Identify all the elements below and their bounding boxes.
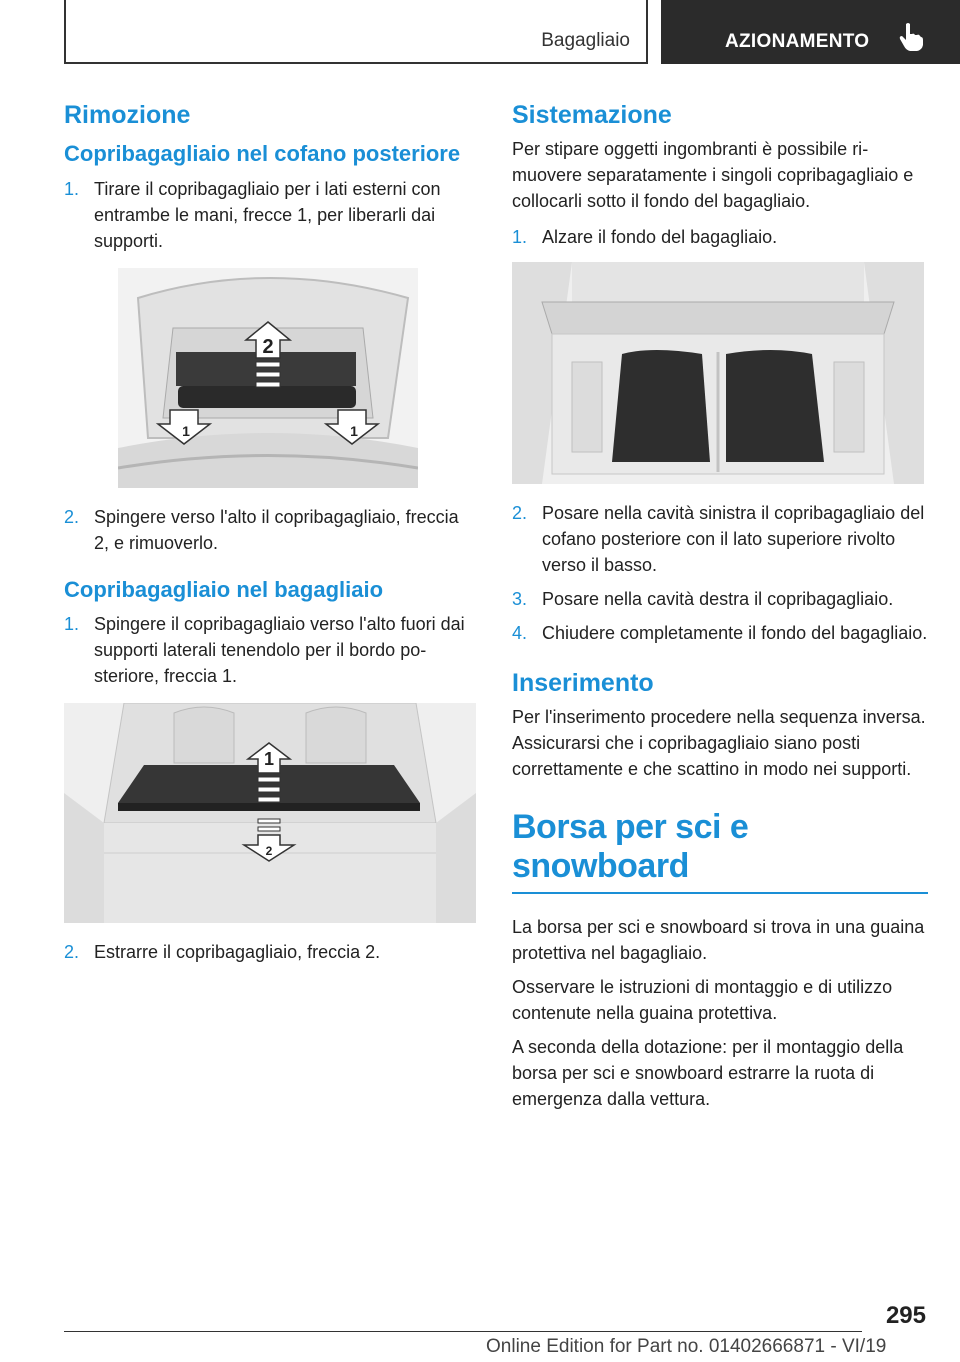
paragraph-intro: Per stipare oggetti ingombranti è possibile rimuovere separatamente i singoli copribagagliaio e collocarli sotto il fondo del bagagliaio.: [512, 139, 914, 211]
figure-tailgate-cover: [118, 268, 418, 488]
figure-label: 1: [182, 422, 190, 439]
page-number: 295: [885, 1302, 926, 1329]
figure-label: 1: [350, 422, 358, 439]
list-item: [512, 586, 928, 612]
step-number: 2.: [512, 503, 528, 523]
paragraph-borsa-1: La borsa per sci e snowboard si trova in una guaina protettiva nel bagagliaio.: [512, 917, 925, 963]
header-chapter-title: AZIONAMENTO: [725, 31, 870, 52]
list-item: [512, 620, 928, 646]
list-item: [64, 611, 476, 689]
heading-cofano: Copribagagliaio nel cofano posteriore: [64, 141, 461, 166]
list-item: [512, 500, 928, 578]
hand-pointer-icon: [897, 22, 925, 52]
step-number: 2.: [64, 506, 80, 527]
steps-cofano: [64, 176, 476, 254]
paragraph-borsa-2: Osservare le istruzioni di montaggio e di utilizzo contenute nella guaina protettiva.: [512, 977, 893, 1023]
footer-edition: Online Edition for Part no. 01402666871 - VI/19: [486, 1336, 887, 1357]
right-column: [512, 100, 928, 1120]
heading-bagagliaio: Copribagagliaio nel bagagliaio: [64, 576, 384, 602]
list-item: [64, 939, 476, 965]
steps-bagagliaio-continued: [64, 939, 476, 965]
figure-trunk-cover: [64, 703, 476, 923]
steps-bagagliaio: [64, 611, 476, 689]
list-item: [512, 224, 928, 250]
list-item: [64, 504, 476, 556]
figure-underfloor-storage: [512, 262, 924, 484]
step-text: Posare nella cavità sinistra il copribagagliaio del cofano posteriore con il lato superiore rivolto verso il basso.: [542, 503, 925, 575]
paragraph-inserimento: Per l'inserimento procedere nella sequenza inversa. Assicurarsi che i copribagagliaio siano posti correttamente e che scattino in modo nei supporti.: [512, 707, 926, 779]
steps-cofano-continued: [64, 504, 476, 556]
figure-label: 1: [263, 749, 275, 769]
left-column: [64, 100, 476, 977]
step-number: 2.: [64, 942, 80, 962]
list-item: [64, 176, 476, 254]
figure-label: 2: [262, 335, 274, 358]
step-text: Estrarre il copribagagliaio, freccia 2.: [94, 942, 381, 962]
step-number: 1.: [64, 178, 80, 199]
step-text: Chiudere completamente il fondo del bagagliaio.: [542, 623, 928, 643]
step-number: 3.: [512, 589, 528, 609]
steps-sistemazione-continued: [512, 500, 928, 646]
figure-label: 2: [265, 844, 273, 858]
heading-rimozione: Rimozione: [64, 101, 191, 129]
header-chapter-tab: [661, 0, 960, 64]
header-section-box: [64, 0, 648, 64]
heading-inserimento: Inserimento: [512, 669, 654, 697]
step-text: Posare nella cavità destra il copribagagliaio.: [542, 589, 894, 609]
footer-divider: [64, 1331, 862, 1332]
step-text: Alzare il fondo del bagagliaio.: [542, 227, 778, 247]
heading-borsa-sci: Borsa per sci e snowboard: [512, 808, 928, 894]
step-text: Spingere il copribagagliaio verso l'alto fuori dai supporti laterali tenendolo per il bordo posteriore, freccia 1.: [94, 614, 465, 686]
step-text: Spingere verso l'alto il copribagagliaio, freccia 2, e rimuoverlo.: [94, 506, 459, 553]
step-text: Tirare il copribagagliaio per i lati esterni con entrambe le mani, frecce 1, per liberarli dai supporti.: [94, 178, 441, 251]
step-number: 1.: [512, 227, 528, 247]
paragraph-borsa-3: A seconda della dotazione: per il montaggio della borsa per sci e snowboard estrarre la ruota di emergenza dalla vettura.: [512, 1037, 904, 1109]
step-number: 4.: [512, 623, 528, 643]
step-number: 1.: [64, 614, 80, 634]
header-section-title: Bagagliaio: [541, 30, 630, 51]
heading-sistemazione: Sistemazione: [512, 101, 672, 129]
steps-sistemazione: [512, 224, 928, 250]
